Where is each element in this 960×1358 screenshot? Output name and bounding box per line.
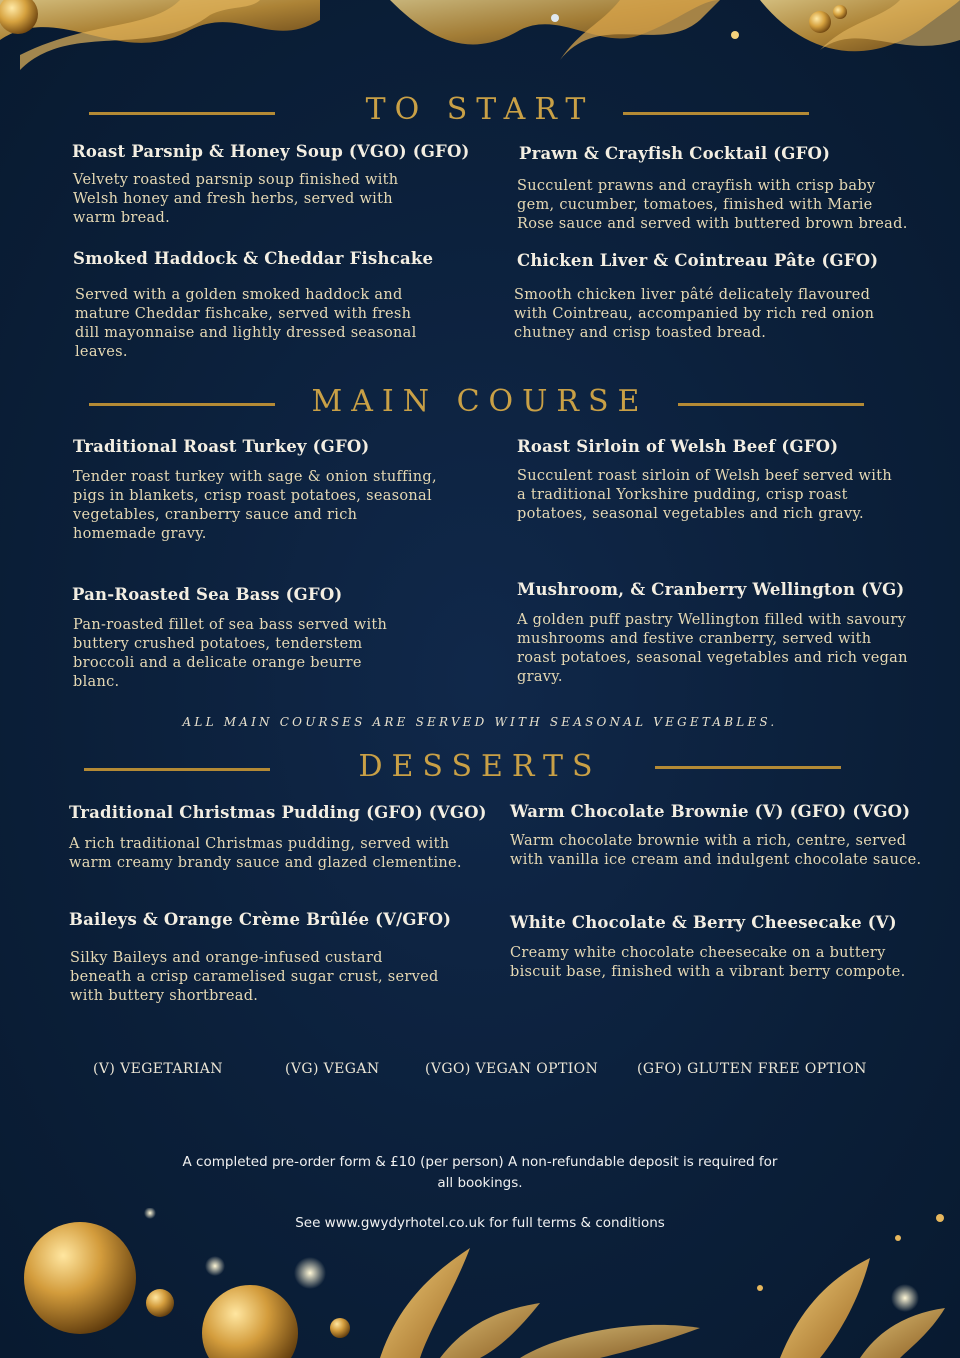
menu-item-description: Velvety roasted parsnip soup finished with Welsh honey and fresh herbs, served with warm bread. — [73, 172, 399, 226]
menu-item-description: A rich traditional Christmas pudding, served with warm creamy brandy sauce and glazed clementine. — [69, 836, 462, 871]
menu-item-name: Baileys & Orange Crème Brûlée (V/GFO) — [69, 910, 452, 929]
legend-vegan: (VG) VEGAN — [285, 1061, 380, 1077]
section-title-main: MAIN COURSE — [311, 384, 649, 419]
menu-item-name: Chicken Liver & Cointreau Pâte (GFO) — [517, 251, 879, 270]
menu-item-name: Pan-Roasted Sea Bass (GFO) — [72, 585, 343, 604]
start-rule-right — [623, 112, 809, 115]
desserts-rule-right — [655, 766, 841, 769]
section-title-start: TO START — [365, 92, 595, 127]
menu-item-description: Succulent prawns and crayfish with crisp baby gem, cucumber, tomatoes, finished with Marie Rose sauce and served with buttered brown bread. — [517, 178, 908, 232]
menu-item-name: Warm Chocolate Brownie (V) (GFO) (VGO) — [510, 802, 911, 821]
main-course-note: ALL MAIN COURSES ARE SERVED WITH SEASONAL VEGETABLES. — [182, 715, 778, 729]
menu-item-name: Roast Parsnip & Honey Soup (VGO) (GFO) — [72, 142, 470, 161]
section-title-desserts: DESSERTS — [358, 749, 602, 784]
menu-item-description: Silky Baileys and orange-infused custard beneath a crisp caramelised sugar crust, served with buttery shortbread. — [70, 950, 439, 1004]
menu-item-description: Smooth chicken liver pâté delicately flavoured with Cointreau, accompanied by rich red onion chutney and crisp toasted bread. — [514, 287, 875, 341]
menu-item-name: Traditional Christmas Pudding (GFO) (VGO) — [69, 803, 487, 822]
deposit-notice: A completed pre-order form & £10 (per person) A non-refundable deposit is required for all bookings. — [182, 1154, 778, 1191]
menu-item-name: Smoked Haddock & Cheddar Fishcake — [73, 249, 434, 268]
menu-item-description: Warm chocolate brownie with a rich, centre, served with vanilla ice cream and indulgent chocolate sauce. — [510, 833, 922, 868]
menu-item-description: Served with a golden smoked haddock and mature Cheddar fishcake, served with fresh dill mayonnaise and lightly dressed seasonal leaves. — [75, 287, 417, 360]
legend-vegetarian: (V) VEGETARIAN — [93, 1061, 223, 1077]
menu-item-name: Prawn & Crayfish Cocktail (GFO) — [519, 144, 831, 163]
gold-baubles-decoration — [0, 1208, 960, 1358]
menu-item-description: Tender roast turkey with sage & onion stuffing, pigs in blankets, crisp roast potatoes, seasonal vegetables, cranberry sauce and rich homemade gravy. — [73, 469, 437, 542]
menu-item-description: Pan-roasted fillet of sea bass served with buttery crushed potatoes, tenderstem broccoli and a delicate orange beurre blanc. — [73, 617, 388, 690]
legend-vegan-option: (VGO) VEGAN OPTION — [425, 1061, 599, 1077]
menu-item-name: Mushroom, & Cranberry Wellington (VG) — [517, 580, 905, 599]
legend-gluten-free-option: (GFO) GLUTEN FREE OPTION — [637, 1061, 867, 1077]
menu-item-name: Roast Sirloin of Welsh Beef (GFO) — [517, 437, 839, 456]
menu-item-description: A golden puff pastry Wellington filled with savoury mushrooms and festive cranberry, served with roast potatoes, seasonal vegetables and rich vegan gravy. — [517, 612, 908, 685]
gold-ribbon-decoration — [0, 0, 960, 80]
menu-item-name: White Chocolate & Berry Cheesecake (V) — [510, 913, 897, 932]
menu-item-description: Succulent roast sirloin of Welsh beef served with a traditional Yorkshire pudding, crisp roast potatoes, seasonal vegetables and rich gravy. — [517, 468, 892, 522]
terms-link-text[interactable]: See www.gwydyrhotel.co.uk for full terms & conditions — [295, 1215, 665, 1231]
menu-item-description: Creamy white chocolate cheesecake on a buttery biscuit base, finished with a vibrant berry compote. — [510, 945, 906, 980]
main-rule-right — [678, 403, 864, 406]
menu-item-name: Traditional Roast Turkey (GFO) — [73, 437, 370, 456]
